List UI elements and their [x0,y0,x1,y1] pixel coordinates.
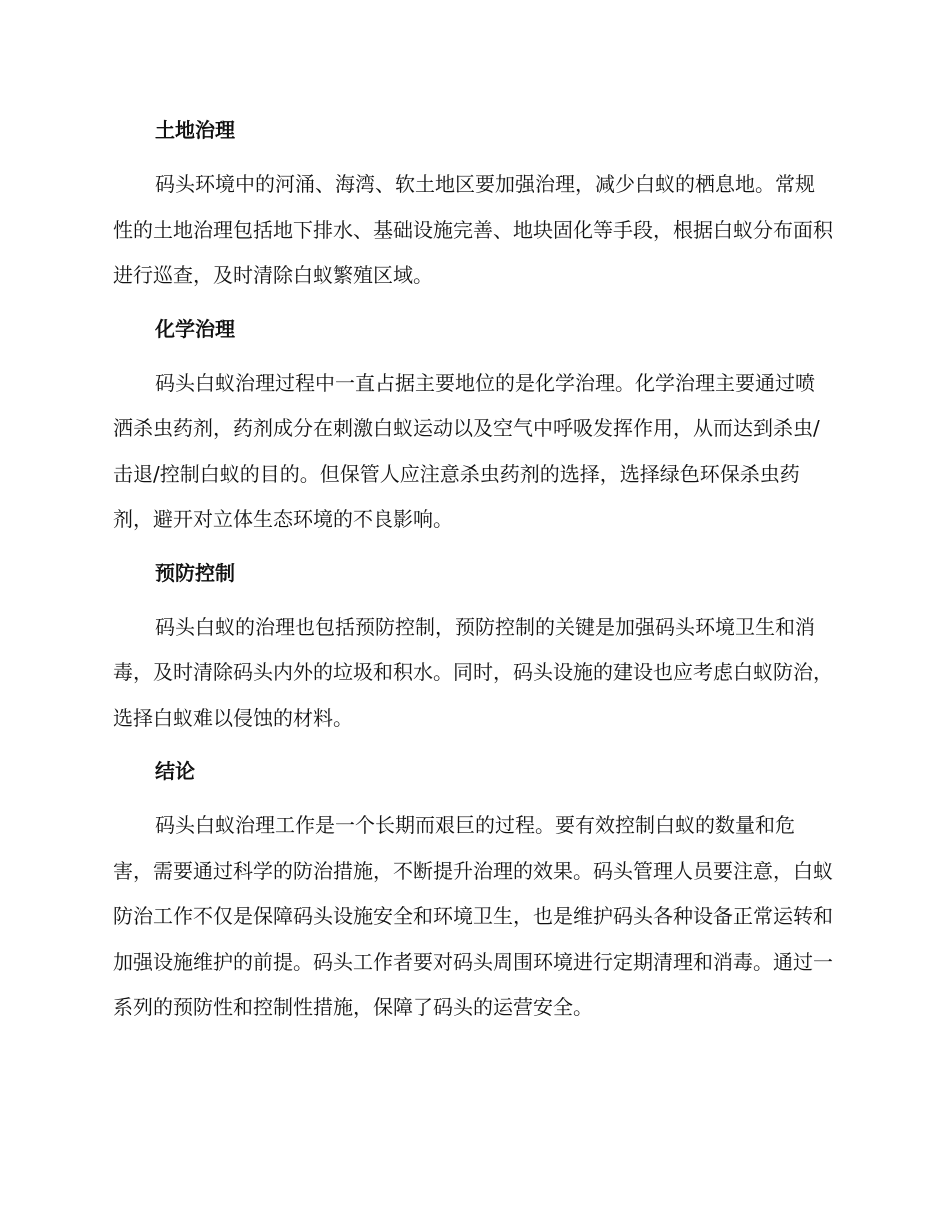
section-prevention-control [113,553,833,742]
section-paragraph: 码头白蚁的治理也包括预防控制，预防控制的关键是加强码头环境卫生和消毒，及时清除码头内外的垃圾和积水。同时，码头设施的建设也应考虑白蚁防治，选择白蚁难以侵蚀的材料。 [113,614,833,730]
section-chemical-management [113,309,833,543]
document-page [113,110,833,1041]
section-heading: 预防控制 [155,560,235,585]
section-heading: 土地治理 [155,118,235,142]
section-land-management [113,110,833,299]
section-paragraph: 码头白蚁治理工作是一个长期而艰巨的过程。要有效控制白蚁的数量和危害，需要通过科学的防治措施，不断提升治理的效果。码头管理人员要注意，白蚁防治工作不仅是保障码头设施安全和环境卫生，也是维护码头各种设备正常运转和加强设施维护的前提。码头工作者要对码头周围环境进行定期清理和消毒。通过一系列的预防性和控制性措施，保障了码头的运营安全。 [113,813,833,1019]
section-conclusion [113,751,833,1031]
section-paragraph: 码头环境中的河涌、海湾、软土地区要加强治理，减少白蚁的栖息地。常规性的土地治理包括地下排水、基础设施完善、地块固化等手段，根据白蚁分布面积进行巡查，及时清除白蚁繁殖区域。 [113,172,833,287]
section-heading: 化学治理 [155,316,235,341]
section-paragraph: 码头白蚁治理过程中一直占据主要地位的是化学治理。化学治理主要通过喷洒杀虫药剂，药剂成分在刺激白蚁运动以及空气中呼吸发挥作用，从而达到杀虫/击退/控制白蚁的目的。但保管人应注意杀虫药剂的选择，选择绿色环保杀虫药剂，避开对立体生态环境的不良影响。 [113,370,820,531]
section-heading: 结论 [155,759,195,783]
